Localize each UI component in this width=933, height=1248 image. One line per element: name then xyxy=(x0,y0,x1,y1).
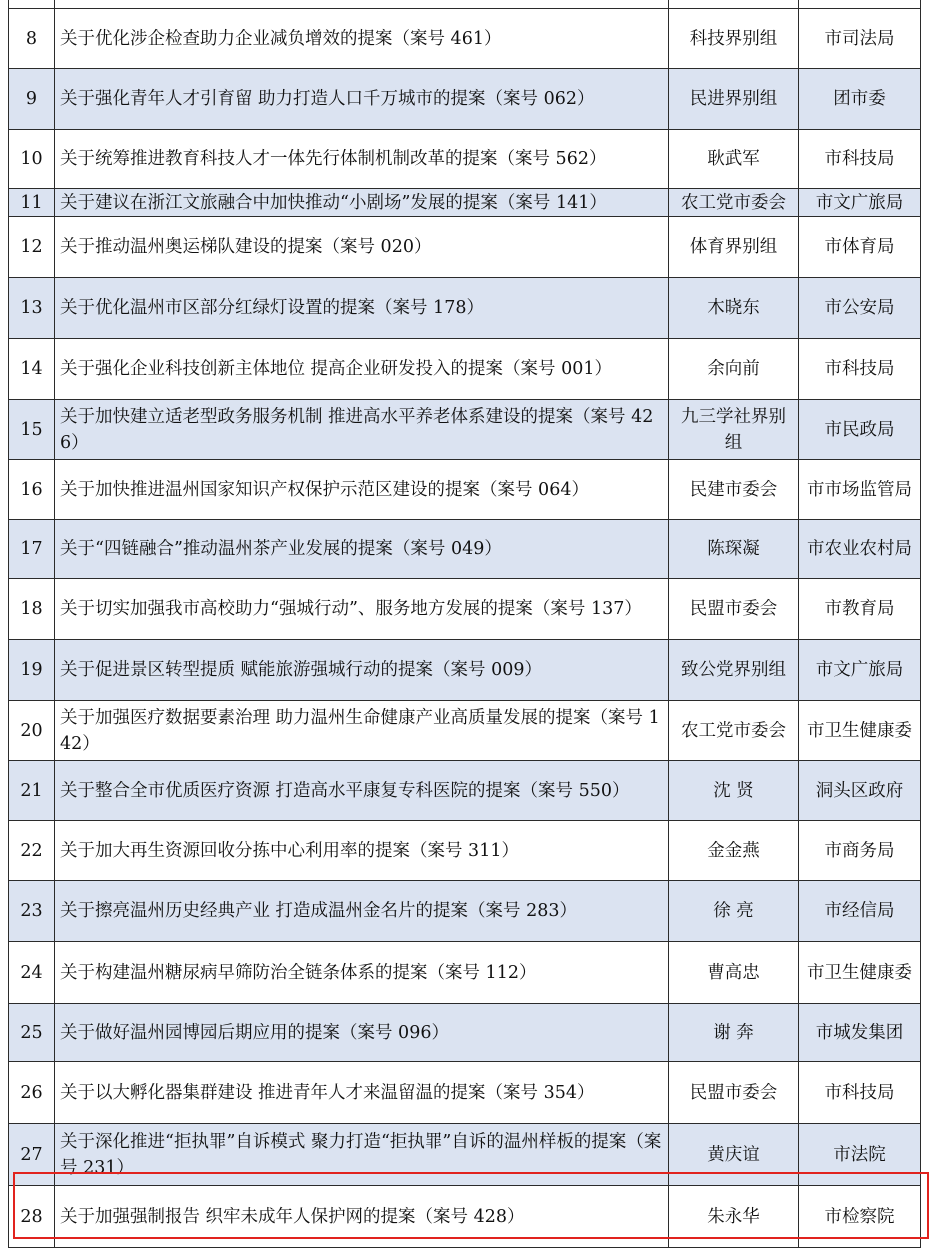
handling-unit: 市体育局 xyxy=(799,217,921,278)
row-number: 17 xyxy=(9,520,55,579)
table-row xyxy=(9,1124,921,1186)
submitter-name xyxy=(669,0,799,9)
submitter-name: 耿武军 xyxy=(669,130,799,189)
row-number: 9 xyxy=(9,69,55,130)
row-number: 11 xyxy=(9,189,55,217)
submitter-name: 民建市委会 xyxy=(669,460,799,520)
row-number: 25 xyxy=(9,1004,55,1062)
submitter-name: 徐 亮 xyxy=(669,881,799,942)
submitter-name: 木晓东 xyxy=(669,278,799,339)
proposal-title: 关于深化推进“拒执罪”自诉模式 聚力打造“拒执罪”自诉的温州样板的提案（案号 231） xyxy=(55,1124,669,1186)
proposal-title: 关于擦亮温州历史经典产业 打造成温州金名片的提案（案号 283） xyxy=(55,881,669,942)
row-number: 8 xyxy=(9,9,55,69)
handling-unit: 市公安局 xyxy=(799,278,921,339)
table-row xyxy=(9,761,921,821)
submitter-name: 黄庆谊 xyxy=(669,1124,799,1186)
handling-unit: 市司法局 xyxy=(799,9,921,69)
proposal-title: 关于建议在浙江文旅融合中加快推动“小剧场”发展的提案（案号 141） xyxy=(55,189,669,217)
submitter-name: 陈琛凝 xyxy=(669,520,799,579)
submitter-name: 沈 贤 xyxy=(669,761,799,821)
proposal-title: 关于统筹推进教育科技人才一体先行体制机制改革的提案（案号 562） xyxy=(55,130,669,189)
row-number: 24 xyxy=(9,942,55,1004)
proposal-title: 关于加大再生资源回收分拣中心利用率的提案（案号 311） xyxy=(55,821,669,881)
proposal-table xyxy=(8,0,921,1248)
proposal-title: 关于切实加强我市高校助力“强城行动”、服务地方发展的提案（案号 137） xyxy=(55,579,669,640)
table-row xyxy=(9,69,921,130)
table-row xyxy=(9,1186,921,1248)
table-row xyxy=(9,701,921,761)
submitter-name: 科技界别组 xyxy=(669,9,799,69)
row-number: 15 xyxy=(9,400,55,460)
proposal-title: 关于加强医疗数据要素治理 助力温州生命健康产业高质量发展的提案（案号 142） xyxy=(55,701,669,761)
row-number: 13 xyxy=(9,278,55,339)
table-row xyxy=(9,821,921,881)
proposal-title: 关于推动温州奥运梯队建设的提案（案号 020） xyxy=(55,217,669,278)
proposal-title: 关于加强强制报告 织牢未成年人保护网的提案（案号 428） xyxy=(55,1186,669,1248)
proposal-table-body xyxy=(9,0,921,1248)
handling-unit: 市科技局 xyxy=(799,1062,921,1124)
table-row xyxy=(9,881,921,942)
row-number: 28 xyxy=(9,1186,55,1248)
handling-unit: 市法院 xyxy=(799,1124,921,1186)
submitter-name: 民盟市委会 xyxy=(669,579,799,640)
submitter-name: 农工党市委会 xyxy=(669,189,799,217)
table-row xyxy=(9,339,921,400)
row-number: 22 xyxy=(9,821,55,881)
handling-unit: 洞头区政府 xyxy=(799,761,921,821)
table-row xyxy=(9,400,921,460)
table-row xyxy=(9,217,921,278)
table-row xyxy=(9,520,921,579)
submitter-name: 体育界别组 xyxy=(669,217,799,278)
proposal-title: 关于构建温州糖尿病早筛防治全链条体系的提案（案号 112） xyxy=(55,942,669,1004)
table-row xyxy=(9,942,921,1004)
table-row xyxy=(9,0,921,9)
handling-unit: 市民政局 xyxy=(799,400,921,460)
table-row xyxy=(9,130,921,189)
submitter-name: 谢 奔 xyxy=(669,1004,799,1062)
submitter-name: 致公党界别组 xyxy=(669,640,799,701)
proposal-title: 关于加快建立适老型政务服务机制 推进高水平养老体系建设的提案（案号 426） xyxy=(55,400,669,460)
submitter-name: 朱永华 xyxy=(669,1186,799,1248)
table-row xyxy=(9,1062,921,1124)
row-number: 14 xyxy=(9,339,55,400)
row-number xyxy=(9,0,55,9)
row-number: 19 xyxy=(9,640,55,701)
handling-unit: 市教育局 xyxy=(799,579,921,640)
row-number: 27 xyxy=(9,1124,55,1186)
handling-unit: 市卫生健康委 xyxy=(799,942,921,1004)
handling-unit: 市科技局 xyxy=(799,130,921,189)
proposal-title: 关于“四链融合”推动温州茶产业发展的提案（案号 049） xyxy=(55,520,669,579)
proposal-title: 关于做好温州园博园后期应用的提案（案号 096） xyxy=(55,1004,669,1062)
handling-unit: 市经信局 xyxy=(799,881,921,942)
proposal-title: 关于加快推进温州国家知识产权保护示范区建设的提案（案号 064） xyxy=(55,460,669,520)
row-number: 21 xyxy=(9,761,55,821)
table-row xyxy=(9,640,921,701)
row-number: 23 xyxy=(9,881,55,942)
table-row xyxy=(9,1004,921,1062)
handling-unit: 市城发集团 xyxy=(799,1004,921,1062)
submitter-name: 曹高忠 xyxy=(669,942,799,1004)
handling-unit: 团市委 xyxy=(799,69,921,130)
proposal-title: 关于促进景区转型提质 赋能旅游强城行动的提案（案号 009） xyxy=(55,640,669,701)
handling-unit: 市农业农村局 xyxy=(799,520,921,579)
proposal-title: 关于优化涉企检查助力企业减负增效的提案（案号 461） xyxy=(55,9,669,69)
handling-unit: 市文广旅局 xyxy=(799,640,921,701)
proposal-title: 关于强化青年人才引育留 助力打造人口千万城市的提案（案号 062） xyxy=(55,69,669,130)
submitter-name: 农工党市委会 xyxy=(669,701,799,761)
row-number: 20 xyxy=(9,701,55,761)
submitter-name: 金金燕 xyxy=(669,821,799,881)
handling-unit: 市卫生健康委 xyxy=(799,701,921,761)
handling-unit: 市检察院 xyxy=(799,1186,921,1248)
handling-unit: 市科技局 xyxy=(799,339,921,400)
table-row xyxy=(9,579,921,640)
row-number: 18 xyxy=(9,579,55,640)
table-row xyxy=(9,278,921,339)
submitter-name: 九三学社界别组 xyxy=(669,400,799,460)
proposal-title: 关于强化企业科技创新主体地位 提高企业研发投入的提案（案号 001） xyxy=(55,339,669,400)
proposal-title: 关于优化温州市区部分红绿灯设置的提案（案号 178） xyxy=(55,278,669,339)
handling-unit xyxy=(799,0,921,9)
proposal-title: 关于以大孵化器集群建设 推进青年人才来温留温的提案（案号 354） xyxy=(55,1062,669,1124)
submitter-name: 民进界别组 xyxy=(669,69,799,130)
handling-unit: 市文广旅局 xyxy=(799,189,921,217)
table-row xyxy=(9,460,921,520)
submitter-name: 民盟市委会 xyxy=(669,1062,799,1124)
proposal-title: 关于整合全市优质医疗资源 打造高水平康复专科医院的提案（案号 550） xyxy=(55,761,669,821)
row-number: 10 xyxy=(9,130,55,189)
handling-unit: 市市场监管局 xyxy=(799,460,921,520)
table-row xyxy=(9,189,921,217)
handling-unit: 市商务局 xyxy=(799,821,921,881)
table-row xyxy=(9,9,921,69)
proposal-title xyxy=(55,0,669,9)
row-number: 26 xyxy=(9,1062,55,1124)
row-number: 16 xyxy=(9,460,55,520)
row-number: 12 xyxy=(9,217,55,278)
submitter-name: 余向前 xyxy=(669,339,799,400)
